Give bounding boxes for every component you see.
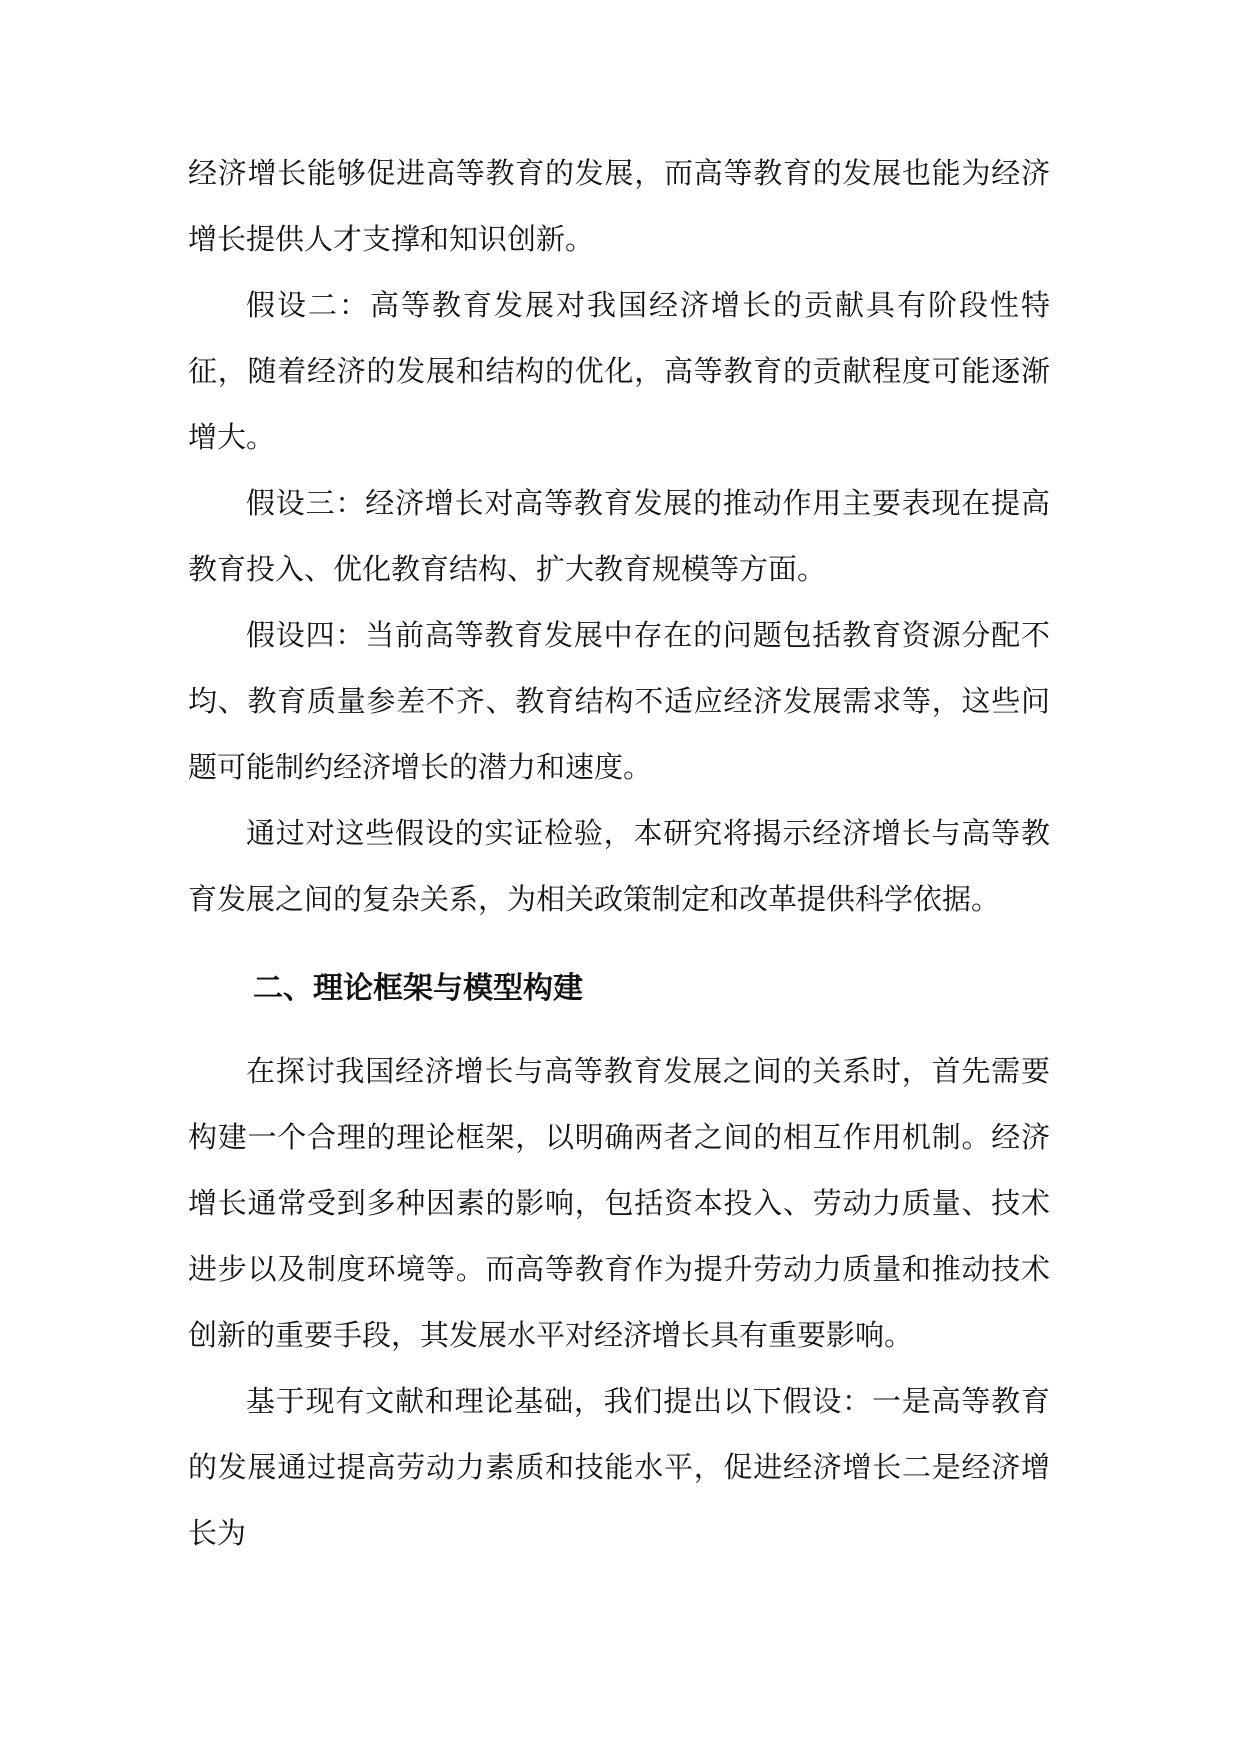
- paragraph-hypothesis-two: 假设二：高等教育发展对我国经济增长的贡献具有阶段性特征，随着经济的发展和结构的优化，高等教育的贡献程度可能逐渐增大。: [188, 288, 1050, 454]
- paragraph-framework: 在探讨我国经济增长与高等教育发展之间的关系时，首先需要构建一个合理的理论框架，以明确两者之间的相互作用机制。经济增长通常受到多种因素的影响，包括资本投入、劳动力质量、技术进步以及制度环境等。而高等教育作为提升劳动力质量和推动技术创新的重要手段，其发展水平对经济增长具有重要影响。: [188, 1054, 1050, 1352]
- paragraph-hypothesis-four: 假设四：当前高等教育发展中存在的问题包括教育资源分配不均、教育质量参差不齐、教育结构不适应经济发展需求等，这些问题可能制约经济增长的潜力和速度。: [188, 618, 1050, 784]
- paragraph-hypothesis-three: 假设三：经济增长对高等教育发展的推动作用主要表现在提高教育投入、优化教育结构、扩大教育规模等方面。: [188, 486, 1050, 586]
- paragraph-summary: 通过对这些假设的实证检验，本研究将揭示经济增长与高等教育发展之间的复杂关系，为相关政策制定和改革提供科学依据。: [188, 816, 1050, 916]
- paragraph-continuation: 经济增长能够促进高等教育的发展，而高等教育的发展也能为经济增长提供人才支撑和知识创新。: [188, 156, 1050, 256]
- section-heading: 二、理论框架与模型构建: [253, 971, 583, 1006]
- document-body: [188, 140, 1050, 1566]
- paragraph-assumptions: 基于现有文献和理论基础，我们提出以下假设：一是高等教育的发展通过提高劳动力素质和技能水平，促进经济增长二是经济增长为: [188, 1384, 1050, 1550]
